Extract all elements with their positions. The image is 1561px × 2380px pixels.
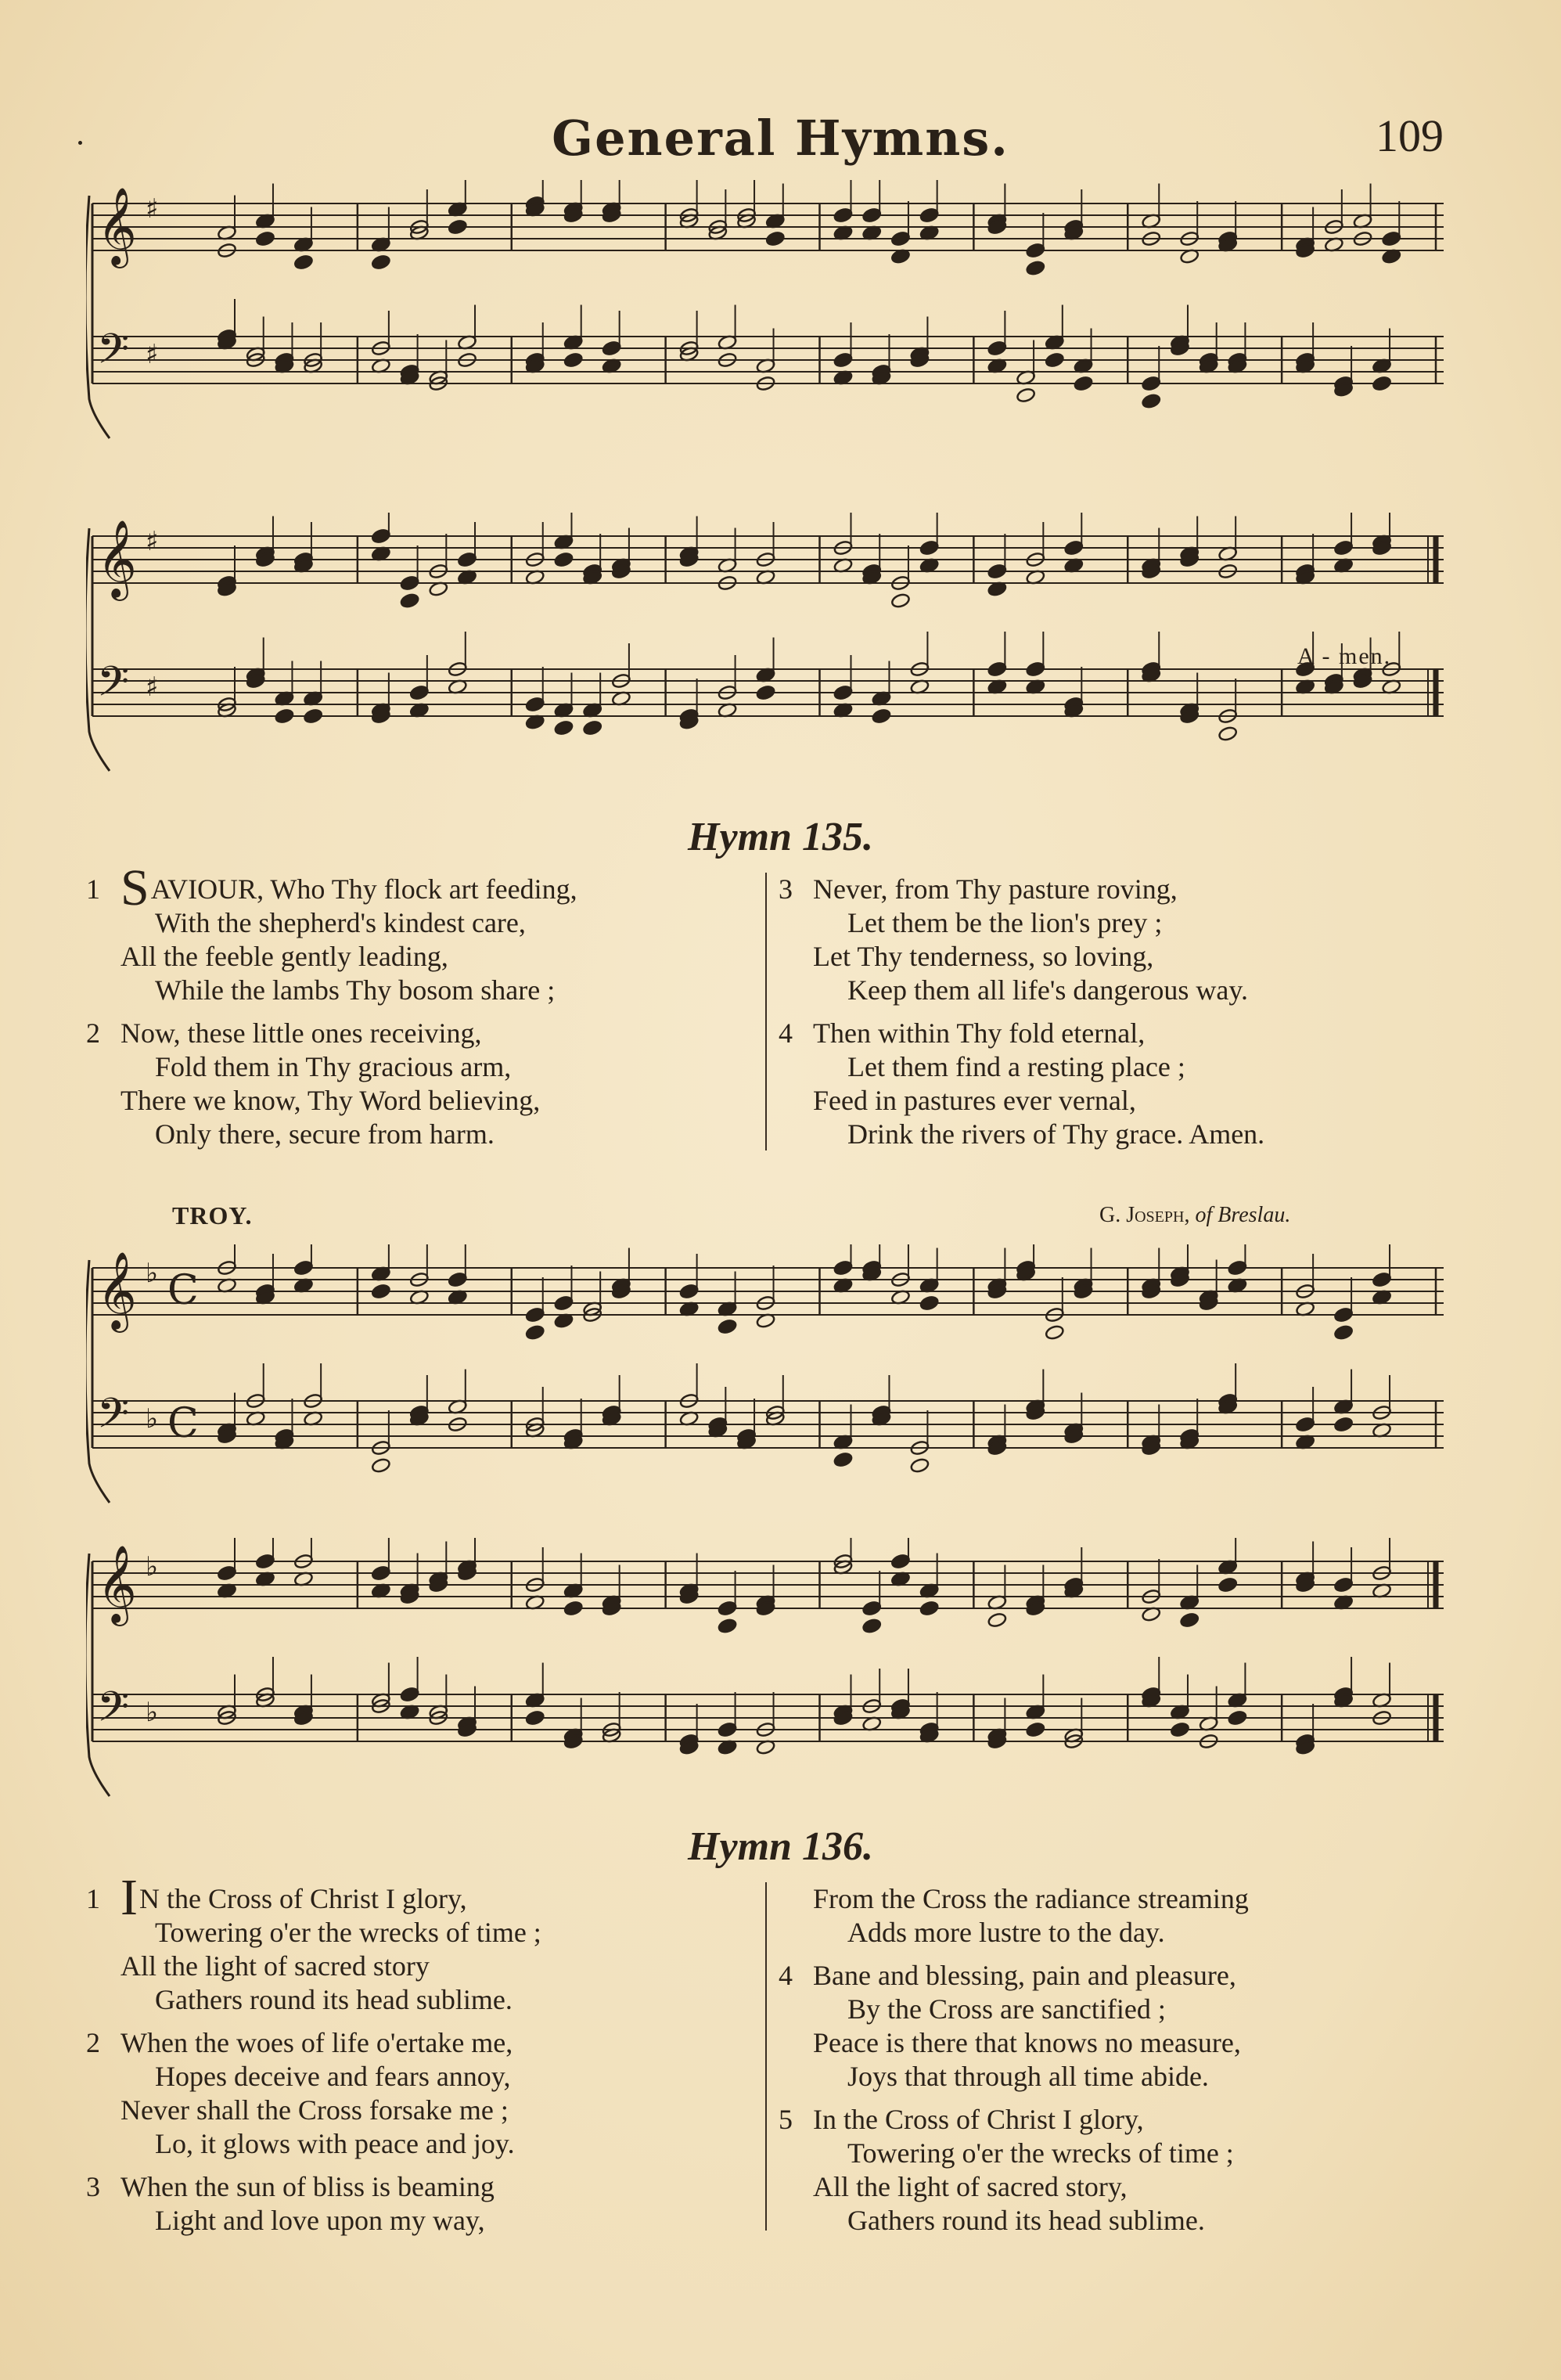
- note-head: [833, 352, 853, 369]
- bass-staff: [92, 1363, 1444, 1474]
- flat-key-icon: ♭: [146, 1551, 159, 1582]
- verse-text: Towering o'er the wrecks of time ;: [155, 1917, 541, 1948]
- sharp-key-icon: ♯: [146, 526, 159, 557]
- verse-text: N the Cross of Christ I glory,: [138, 1883, 467, 1914]
- note-head: [987, 340, 1007, 357]
- verse-text: Keep them all life's dangerous way.: [847, 974, 1248, 1006]
- bass-clef-icon: 𝄢: [97, 326, 130, 383]
- note-head: [718, 1600, 737, 1617]
- stanza: [779, 1959, 1459, 2094]
- note-head: [217, 1565, 236, 1582]
- stanza: [779, 1882, 1459, 1950]
- verse-line: [779, 906, 1459, 940]
- composer-place: of Breslau.: [1195, 1203, 1291, 1227]
- treble-clef-icon: 𝄞: [97, 520, 137, 598]
- verse-text: Joys that through all time abide.: [847, 2061, 1209, 2092]
- verse-text: Let them be the lion's prey ;: [847, 907, 1163, 938]
- verse-line: [86, 2170, 759, 2204]
- verse-text: AVIOUR, Who Thy flock art feeding,: [150, 873, 577, 905]
- verse-line: [779, 1017, 1459, 1050]
- verse-text: All the light of sacred story,: [813, 2171, 1128, 2202]
- verse-line: [86, 1050, 759, 1084]
- note-head: [1064, 540, 1084, 556]
- music-system-1: [86, 180, 1451, 477]
- treble-clef-icon: 𝄞: [97, 1251, 137, 1330]
- note-head: [861, 207, 881, 224]
- verse-line: [779, 1993, 1459, 2026]
- note-head: [457, 552, 477, 568]
- bass-staff: [92, 632, 1444, 742]
- tune-name: TROY.: [172, 1201, 253, 1230]
- verse-text: Never shall the Cross forsake me ;: [120, 2094, 509, 2126]
- stanza: [779, 873, 1459, 1007]
- verse-text: When the sun of bliss is beaming: [120, 2171, 495, 2202]
- sharp-key-icon: ♯: [146, 193, 159, 225]
- verse-line: [779, 1916, 1459, 1950]
- stanza-number: 2: [86, 2027, 100, 2058]
- verse-text: When the woes of life o'ertake me,: [120, 2027, 513, 2058]
- verse-text: Towering o'er the wrecks of time ;: [847, 2137, 1234, 2169]
- verse-text: Let Thy tenderness, so loving,: [813, 941, 1154, 972]
- verse-line: [779, 1882, 1459, 1916]
- hymn-135-left-column: [86, 859, 759, 1161]
- note-head: [409, 685, 429, 701]
- stanza: [86, 2170, 759, 2238]
- note-head: [554, 1295, 574, 1312]
- bass-clef-icon: 𝄢: [97, 1390, 130, 1448]
- verse-line: [779, 1118, 1459, 1151]
- verse-line: [86, 1017, 759, 1050]
- verse-line: [86, 2026, 759, 2060]
- note-head: [1026, 661, 1045, 678]
- hymn-135-right-column: [779, 873, 1459, 1161]
- music-score-4: [86, 1538, 1451, 1820]
- note-head: [1142, 376, 1161, 392]
- note-head: [1333, 540, 1353, 556]
- verse-text: By the Cross are sanctified ;: [847, 1993, 1166, 2025]
- hymn-135-title: Hymn 135.: [688, 815, 873, 859]
- note-head: [987, 661, 1007, 678]
- verse-text: All the feeble gently leading,: [120, 941, 448, 972]
- note-head: [1228, 1260, 1247, 1276]
- note-head: [400, 575, 419, 592]
- verse-line: [779, 2060, 1459, 2094]
- treble-staff: [92, 513, 1444, 609]
- treble-clef-icon: 𝄞: [97, 1545, 137, 1623]
- hymn-136-right-column: [779, 1882, 1459, 2247]
- verse-text: Gathers round its head sublime.: [847, 2205, 1205, 2236]
- verse-text: Then within Thy fold eternal,: [813, 1017, 1146, 1049]
- stanza-number: 3: [86, 2171, 100, 2202]
- verse-text: Never, from Thy pasture roving,: [813, 873, 1178, 905]
- sharp-key-icon: ♯: [146, 672, 159, 703]
- note-head: [525, 1307, 545, 1323]
- verse-text: Let them find a resting place ;: [847, 1051, 1185, 1082]
- note-head: [833, 207, 853, 224]
- music-system-3: [86, 1244, 1451, 1534]
- verse-text: Lo, it glows with peace and joy.: [155, 2128, 515, 2159]
- page-title: General Hymns.: [552, 110, 1009, 167]
- verse-text: Peace is there that knows no measure,: [813, 2027, 1241, 2058]
- verse-text: There we know, Thy Word believing,: [120, 1085, 541, 1116]
- verse-line: [86, 940, 759, 974]
- column-divider: [765, 873, 767, 1150]
- treble-staff: [92, 1244, 1444, 1341]
- verse-line: [86, 1118, 759, 1151]
- amen-label: A - men.: [1297, 643, 1392, 669]
- page-header: [0, 110, 1561, 188]
- verse-line: [86, 859, 759, 916]
- verse-line: [779, 2204, 1459, 2238]
- bass-staff: [92, 1657, 1444, 1755]
- verse-text: Hopes deceive and fears annoy,: [155, 2061, 511, 2092]
- note-head: [919, 540, 939, 556]
- verse-text: Bane and blessing, pain and pleasure,: [813, 1960, 1236, 1991]
- stanza: [86, 1869, 759, 2017]
- note-head: [400, 1687, 419, 1703]
- stanza-number: 2: [86, 1017, 100, 1049]
- verse-text: From the Cross the radiance streaming: [813, 1883, 1249, 1914]
- verse-line: [86, 1983, 759, 2017]
- stanza: [779, 2103, 1459, 2238]
- composer-name: G. Joseph,: [1099, 1203, 1190, 1227]
- note-head: [293, 1260, 313, 1276]
- verse-line: [779, 2137, 1459, 2170]
- verse-line: [779, 940, 1459, 974]
- stanza: [86, 1017, 759, 1151]
- verse-line: [86, 2060, 759, 2094]
- music-score-1: [86, 180, 1451, 477]
- verse-text: Feed in pastures ever vernal,: [813, 1085, 1136, 1116]
- verse-text: Now, these little ones receiving,: [120, 1017, 482, 1049]
- treble-staff: [92, 180, 1444, 276]
- note-head: [833, 685, 853, 701]
- verse-line: [779, 1084, 1459, 1118]
- flat-key-icon: ♭: [146, 1258, 159, 1289]
- note-head: [1382, 231, 1401, 247]
- composer-credit: [1099, 1203, 1290, 1228]
- stanza-number: 1: [86, 873, 100, 905]
- verse-line: [779, 1959, 1459, 1993]
- note-head: [1333, 1577, 1353, 1593]
- music-score-3: [86, 1244, 1451, 1534]
- treble-clef-icon: 𝄞: [97, 187, 137, 265]
- verse-text: Gathers round its head sublime.: [155, 1984, 513, 2015]
- verse-line: [86, 2094, 759, 2127]
- note-head: [718, 1722, 737, 1738]
- verse-text: With the shepherd's kindest care,: [155, 907, 526, 938]
- page-number: 109: [1376, 110, 1444, 161]
- hymn-136-verses: [86, 1869, 1463, 2242]
- stanza: [86, 859, 759, 1007]
- bass-clef-icon: 𝄢: [97, 1683, 130, 1741]
- verse-line: [779, 974, 1459, 1007]
- common-time-icon: C: [167, 1400, 199, 1447]
- note-head: [890, 1554, 910, 1570]
- hymn-136-left-column: [86, 1869, 759, 2247]
- verse-line: [779, 1050, 1459, 1084]
- note-head: [1295, 1417, 1315, 1433]
- verse-line: [86, 2204, 759, 2238]
- note-head: [1372, 1272, 1391, 1288]
- verse-text: Fold them in Thy gracious arm,: [155, 1051, 512, 1082]
- hymn-136-title: Hymn 136.: [688, 1824, 873, 1869]
- music-score-2: [86, 513, 1451, 802]
- bass-clef-icon: 𝄢: [97, 658, 130, 716]
- note-head: [987, 563, 1007, 580]
- column-divider: [765, 1882, 767, 2231]
- verse-line: [779, 2103, 1459, 2137]
- music-system-2: [86, 513, 1451, 802]
- verse-line: [86, 2127, 759, 2161]
- verse-text: Adds more lustre to the day.: [847, 1917, 1165, 1948]
- flat-key-icon: ♭: [146, 1697, 159, 1728]
- note-head: [448, 1272, 467, 1288]
- treble-staff: [92, 1538, 1444, 1634]
- note-head: [602, 340, 621, 357]
- verse-line: [86, 1950, 759, 1983]
- note-head: [679, 1284, 699, 1300]
- verse-line: [86, 1916, 759, 1950]
- verse-line: [779, 2170, 1459, 2204]
- verse-text: Light and love upon my way,: [155, 2205, 485, 2236]
- note-head: [919, 207, 939, 224]
- note-head: [371, 1565, 390, 1582]
- verse-line: [779, 873, 1459, 906]
- note-head: [890, 231, 910, 247]
- stanza: [779, 1017, 1459, 1151]
- stanza-number: 4: [779, 1017, 793, 1049]
- note-head: [371, 528, 390, 545]
- flat-key-icon: ♭: [146, 1403, 159, 1435]
- verse-line: [86, 906, 759, 940]
- note-head: [255, 1554, 275, 1570]
- verse-text: While the lambs Thy bosom share ;: [155, 974, 556, 1006]
- note-head: [525, 697, 545, 713]
- note-head: [1026, 243, 1045, 259]
- music-system-4: [86, 1538, 1451, 1820]
- verse-text: All the light of sacred story: [120, 1950, 430, 1982]
- stanza-number: 4: [779, 1960, 793, 1991]
- note-head: [861, 1600, 881, 1617]
- note-head: [1333, 1307, 1353, 1323]
- verse-text: Drink the rivers of Thy grace. Amen.: [847, 1118, 1265, 1150]
- sharp-key-icon: ♯: [146, 339, 159, 370]
- stanza: [86, 2026, 759, 2161]
- verse-line: [86, 1084, 759, 1118]
- drop-cap: S: [120, 859, 149, 916]
- stanza-number: 5: [779, 2104, 793, 2135]
- verse-line: [86, 1869, 759, 1926]
- note-head: [833, 1260, 853, 1276]
- drop-cap: I: [120, 1869, 138, 1926]
- stanza-number: 1: [86, 1883, 100, 1914]
- verse-line: [779, 2026, 1459, 2060]
- hymn-135-verses: [86, 859, 1463, 1154]
- bass-staff: [92, 299, 1444, 409]
- stanza-number: 3: [779, 873, 793, 905]
- common-time-icon: C: [167, 1267, 199, 1314]
- verse-text: In the Cross of Christ I glory,: [813, 2104, 1144, 2135]
- verse-line: [86, 974, 759, 1007]
- verse-text: Only there, secure from harm.: [155, 1118, 495, 1150]
